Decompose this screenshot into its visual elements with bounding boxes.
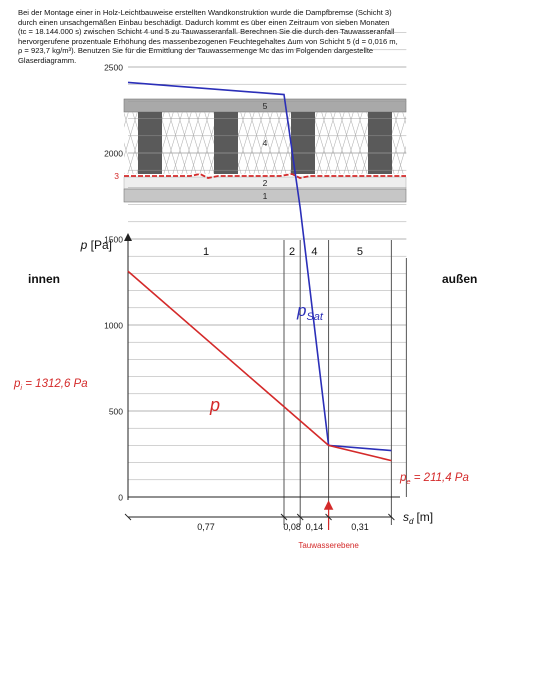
label-innen: innen xyxy=(28,272,60,286)
stud xyxy=(214,112,238,174)
series-line xyxy=(128,271,391,460)
pi-main: p xyxy=(14,378,21,390)
wall-label-2: 2 xyxy=(262,178,268,188)
condensation-label: Tauwasserebene xyxy=(298,541,359,550)
series-label-p: p xyxy=(210,395,221,415)
annotation-pe xyxy=(399,472,469,486)
pe-main: p xyxy=(400,472,407,484)
wall-label-1: 1 xyxy=(262,191,268,201)
psat-sub: Sat xyxy=(306,311,323,323)
sd-value-label: 0,08 xyxy=(283,522,301,532)
layer-boundary-lines xyxy=(284,240,406,525)
stud xyxy=(138,112,162,174)
problem-line: Glaserdiagramm. xyxy=(18,55,77,65)
y-ticks xyxy=(104,63,123,503)
wall-section xyxy=(114,99,406,202)
pi-sub: i xyxy=(20,383,23,392)
problem-line: durch einen unsachgemäßen Einbau beschädigt. Dadurch kommt es über einen Zeitraum von sieben Monaten xyxy=(18,17,390,27)
wall-label-4: 4 xyxy=(262,138,268,148)
sd-value-label: 0,14 xyxy=(305,522,324,532)
problem-line: Bei der Montage einer in Holz-Leichtbauweise erstellten Wandkonstruktion wurde die Dampfbremse (Schicht 3) xyxy=(18,8,392,17)
y-axis-label-main: p xyxy=(80,238,88,252)
psat-main: p xyxy=(297,301,307,320)
y-tick-label: 0 xyxy=(118,492,123,503)
problem-line: hervorgerufene prozentuale Erhöhung des massenbezogenen Feuchtegehaltes Δum von Schicht 5 (d = 0,016 m, xyxy=(18,36,398,46)
layer-top-label: 2 xyxy=(289,246,296,258)
wall-label-5: 5 xyxy=(262,101,268,111)
series-label-psat xyxy=(296,301,324,323)
layer-top-label: 5 xyxy=(356,246,364,258)
y-tick-label: 2500 xyxy=(104,62,123,73)
y-axis-label-unit: [Pa] xyxy=(90,238,112,252)
x-axis-label-main: s xyxy=(403,510,409,524)
pi-text: = 1312,6 Pa xyxy=(22,378,88,390)
sd-value-label: 0,77 xyxy=(197,522,215,532)
wall-label-3: 3 xyxy=(114,171,119,181)
label-aussen: außen xyxy=(442,272,478,286)
layer-top-label: 1 xyxy=(202,246,210,258)
annotation-pi xyxy=(13,378,88,392)
y-tick-label: 2000 xyxy=(104,148,123,159)
stud xyxy=(368,112,392,174)
x-axis-label-sub: d xyxy=(409,517,414,526)
pe-text: = 211,4 Pa xyxy=(410,472,469,484)
sd-value-label: 0,31 xyxy=(351,522,369,532)
problem-line: ρ = 923,7 kg/m³). Benutzen Sie für die Ermittlung der Tauwassermenge Mc das im Folgenden dargestellte xyxy=(18,46,374,56)
x-axis-label-unit: [m] xyxy=(416,510,434,524)
y-tick-label: 1500 xyxy=(104,234,123,245)
x-axis-label xyxy=(403,510,433,526)
y-tick-label: 1000 xyxy=(104,320,123,331)
layer-top-label: 4 xyxy=(311,246,318,258)
problem-line: (tc = 18.144.000 s) zwischen Schicht 4 und 5 zu Tauwasseranfall. Berechnen Sie die durch den Tauwasseranfall xyxy=(18,27,395,37)
y-tick-label: 500 xyxy=(108,406,123,417)
sd-dimension-line xyxy=(125,514,394,532)
pe-sub: e xyxy=(406,477,411,486)
